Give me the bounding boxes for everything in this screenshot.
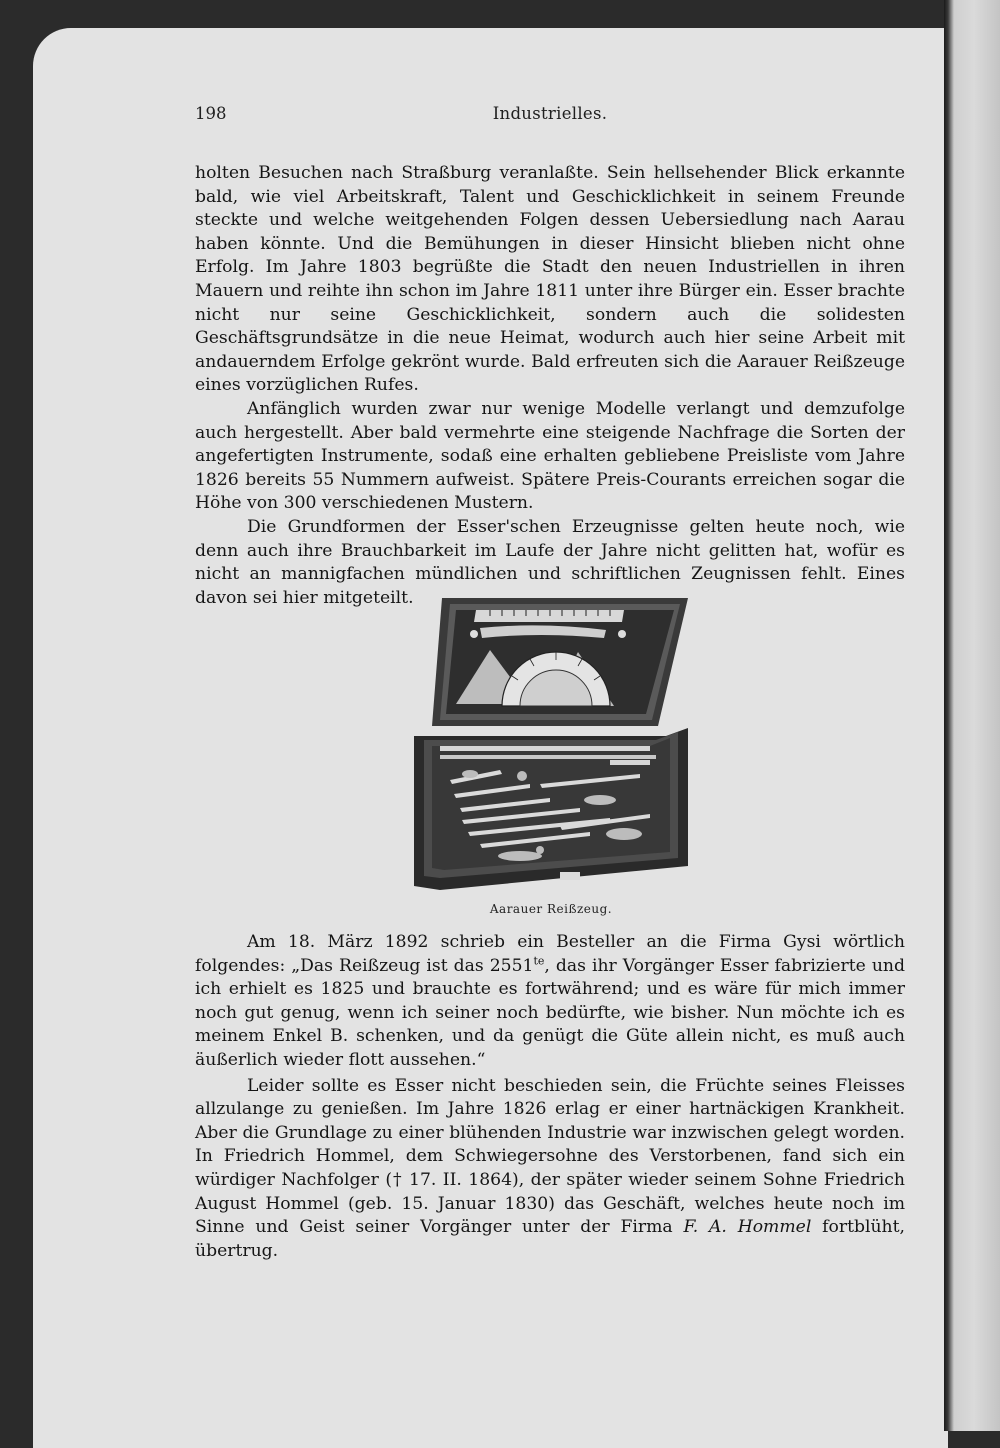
text-block-top — [195, 162, 905, 610]
paragraph-1: holten Besuchen nach Straßburg veranlaßte. Sein hellsehender Blick erkannte bald, wie viel Arbeitskraft, Talent und Geschicklichkeit in seinem Freunde steckte und welche weitgehenden Folgen dessen Uebersiedlung nach Aarau haben könnte. Und die Bemühungen in dieser Hinsicht blieben nicht ohne Erfolg. Im Jahre 1803 begrüßte die Stadt den neuen Industriellen in ihren Mauern und reihte ihn schon im Jahre 1811 unter ihre Bürger ein. Esser brachte nicht nur seine Geschicklichkeit, sondern auch die solidesten Geschäftsgrundsätze in die neue Heimat, wodurch auch hier seine Arbeit mit andauerndem Erfolge gekrönt wurde. Bald erfreuten sich die Aarauer Reißzeuge eines vorzüglichen Rufes. — [195, 163, 905, 396]
running-title: Industrielles. — [492, 104, 608, 123]
final-text-before-firm: Leider sollte es Esser nicht beschieden sein, die Früchte seines Fleisses allzulange zu genießen. Im Jahre 1826 erlag er einer hartnäckigen Krankheit. Aber die Grundlage zu einer blühenden Industrie war inzwischen gelegt worden. In Friedrich Hommel, dem Schwiegersohne des Verstorbenen, fand sich ein würdiger Nachfolger († 17. II. 1864), der später wieder seinem Sohne Friedrich August Hommel (geb. 15. Januar 1830) das Geschäft, welches heute noch im Sinne und Geist seiner Vorgänger unter der Firma — [195, 1075, 905, 1238]
paragraph-letter — [195, 931, 905, 1073]
paragraph-3: Die Grundformen der Esser'schen Erzeugnisse gelten heute noch, wie denn auch ihre Brauchbarkeit im Laufe der Jahre nicht gelitten hat, wofür es nicht an mannigfachen mündlichen und schriftlichen Zeugnissen fehlt. Eines davon sei hier mitgeteilt. — [195, 516, 905, 608]
drawing-set-illustration — [410, 594, 692, 890]
text-block-bottom — [195, 931, 905, 1263]
figure-caption: Aarauer Reißzeug. — [489, 902, 613, 916]
paragraph-final — [195, 1075, 905, 1264]
page-header — [195, 104, 905, 130]
book-spine — [944, 0, 1000, 1431]
paragraph-2: Anfänglich wurden zwar nur wenige Modelle verlangt und demzufolge auch hergestellt. Aber bald vermehrte eine steigende Nachfrage die Sorten der angefertigten Instrumente, sodaß eine erhalten gebliebene Preisliste vom Jahre 1826 bereits 55 Nummern aufweist. Spätere Preis-Courants erreichen sogar die Höhe von 300 verschiedenen Mustern. — [195, 398, 905, 514]
letter-text-after-sup: , das ihr Vorgänger Esser fabrizierte und ich erhielt es 1825 und brauchte es fortwährend; und es wäre für mich immer noch gut genug, wenn ich seiner noch bedürfte, wie bisher. Nun möchte ich es meinem Enkel B. schenken, und da genügt die Güte allein nicht, es muß auch äußerlich wieder flott aussehen.“ — [195, 955, 905, 1070]
superscript-te: te — [533, 953, 545, 967]
page-number: 198 — [195, 104, 227, 123]
letter-text-before-sup: Am 18. März 1892 schrieb ein Besteller an die Firma Gysi wörtlich folgendes: „Das Reißzeug ist das 2551 — [195, 932, 905, 976]
final-text-after-firm: fortblüht, übertrug. — [195, 1217, 905, 1261]
firm-name: F. A. Hommel — [683, 1217, 812, 1238]
